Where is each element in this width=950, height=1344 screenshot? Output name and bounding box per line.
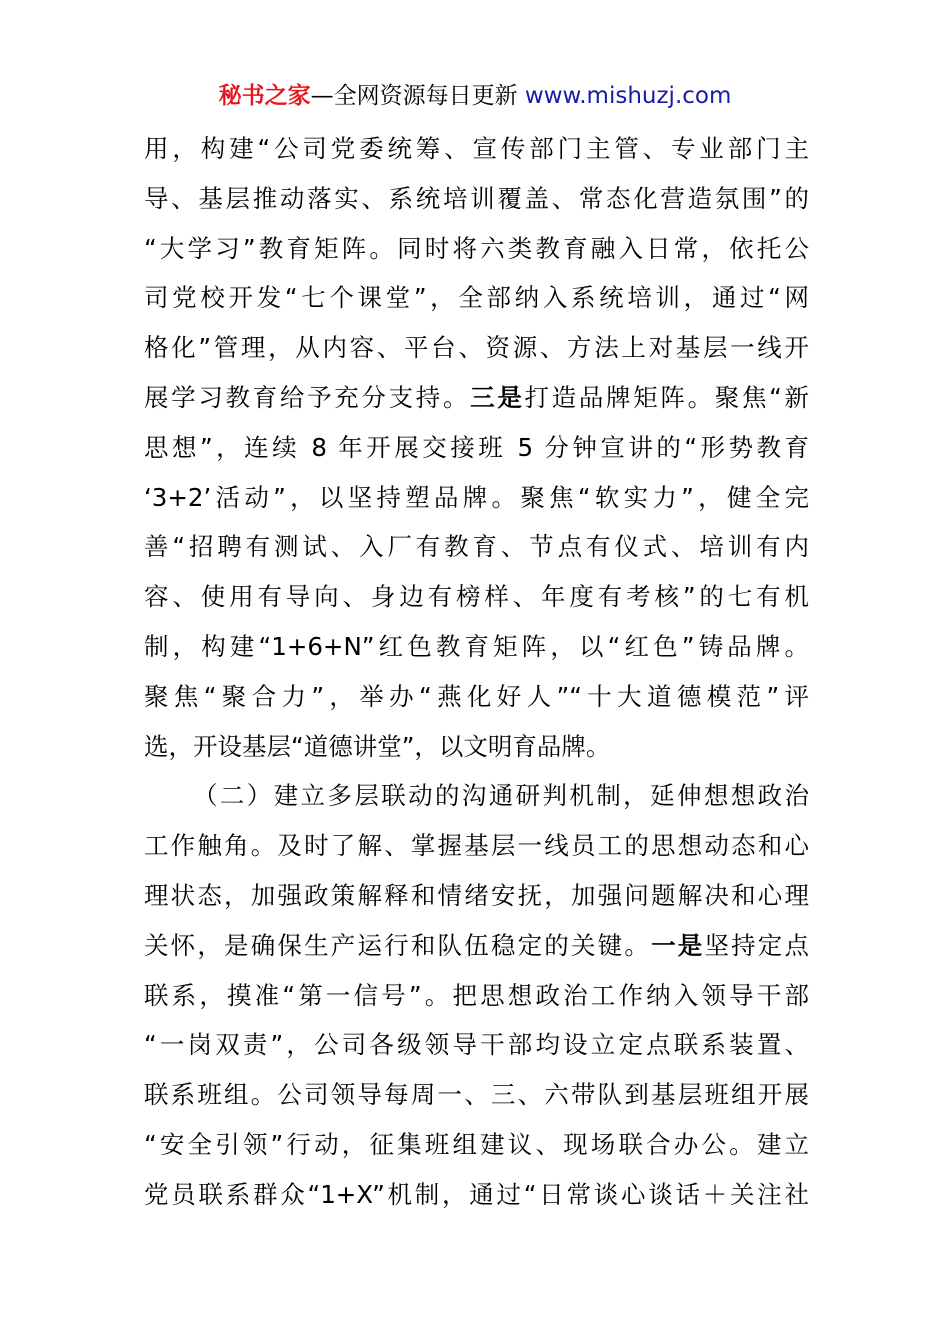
text-line: 用，构建“公司党委统筹、宣传部门主管、专业部门主 (144, 134, 809, 163)
header-url[interactable]: www.mishuzj.com (524, 83, 732, 109)
text-line: 导、基层推动落实、系统培训覆盖、常态化营造氛围”的 (144, 183, 809, 213)
text-line: 理状态，加强政策解释和情绪安抚，加强问题解决和心理 (144, 880, 809, 910)
header-slogan: —全网资源每日更新 (310, 83, 525, 109)
text-line: 善“招聘有测试、入厂有教育、节点有仪式、培训有内 (144, 532, 809, 562)
text-line: 展学习教育给予充分支持。三是打造品牌矩阵。聚焦“新 (144, 382, 809, 412)
bold-lead: 一是 (651, 930, 705, 960)
text-line: 工作触角。及时了解、掌握基层一线员工的思想动态和心 (144, 831, 809, 861)
header-brand: 秘书之家 (218, 83, 311, 109)
text-line: 联系，摸准“第一信号”。把思想政治工作纳入领导干部 (144, 980, 809, 1010)
text-line: 思想”，连续 8 年开展交接班 5 分钟宣讲的“形势教育 (144, 432, 809, 462)
text-line: “安全引领”行动，征集班组建议、现场联合办公。建立 (144, 1129, 809, 1159)
text-line: “大学习”教育矩阵。同时将六类教育融入日常，依托公 (144, 233, 809, 263)
section-heading-line: （二）建立多层联动的沟通研判机制，延伸想想政治 (193, 781, 809, 811)
text-line: ‘3+2’活动”，以坚持塑品牌。聚焦“软实力”，健全完 (144, 482, 809, 512)
document-body (144, 124, 809, 1220)
text-line: 联系班组。公司领导每周一、三、六带队到基层班组开展 (144, 1080, 809, 1110)
text-line: 选，开设基层“道德讲堂”，以文明育品牌。 (144, 731, 611, 761)
text-line: “一岗双责”，公司各级领导干部均设立定点联系装置、 (144, 1030, 809, 1060)
text-line: 容、使用有导向、身边有榜样、年度有考核”的七有机 (144, 582, 809, 612)
text-line: 格化”管理，从内容、平台、资源、方法上对基层一线开 (144, 333, 809, 363)
text-line: 聚焦“聚合力”，举办“燕化好人”“十大道德模范”评 (144, 681, 809, 711)
text-line: 党员联系群众“1+X”机制，通过“日常谈心谈话＋关注社 (144, 1179, 809, 1209)
bold-lead: 三是 (470, 382, 525, 412)
page-header (0, 80, 950, 112)
text-line: 司党校开发“七个课堂”，全部纳入系统培训，通过“网 (144, 283, 809, 313)
text-line: 关怀，是确保生产运行和队伍稳定的关键。一是坚持定点 (144, 930, 809, 960)
text-line: 制，构建“1+6+N”红色教育矩阵，以“红色”铸品牌。 (144, 631, 809, 661)
